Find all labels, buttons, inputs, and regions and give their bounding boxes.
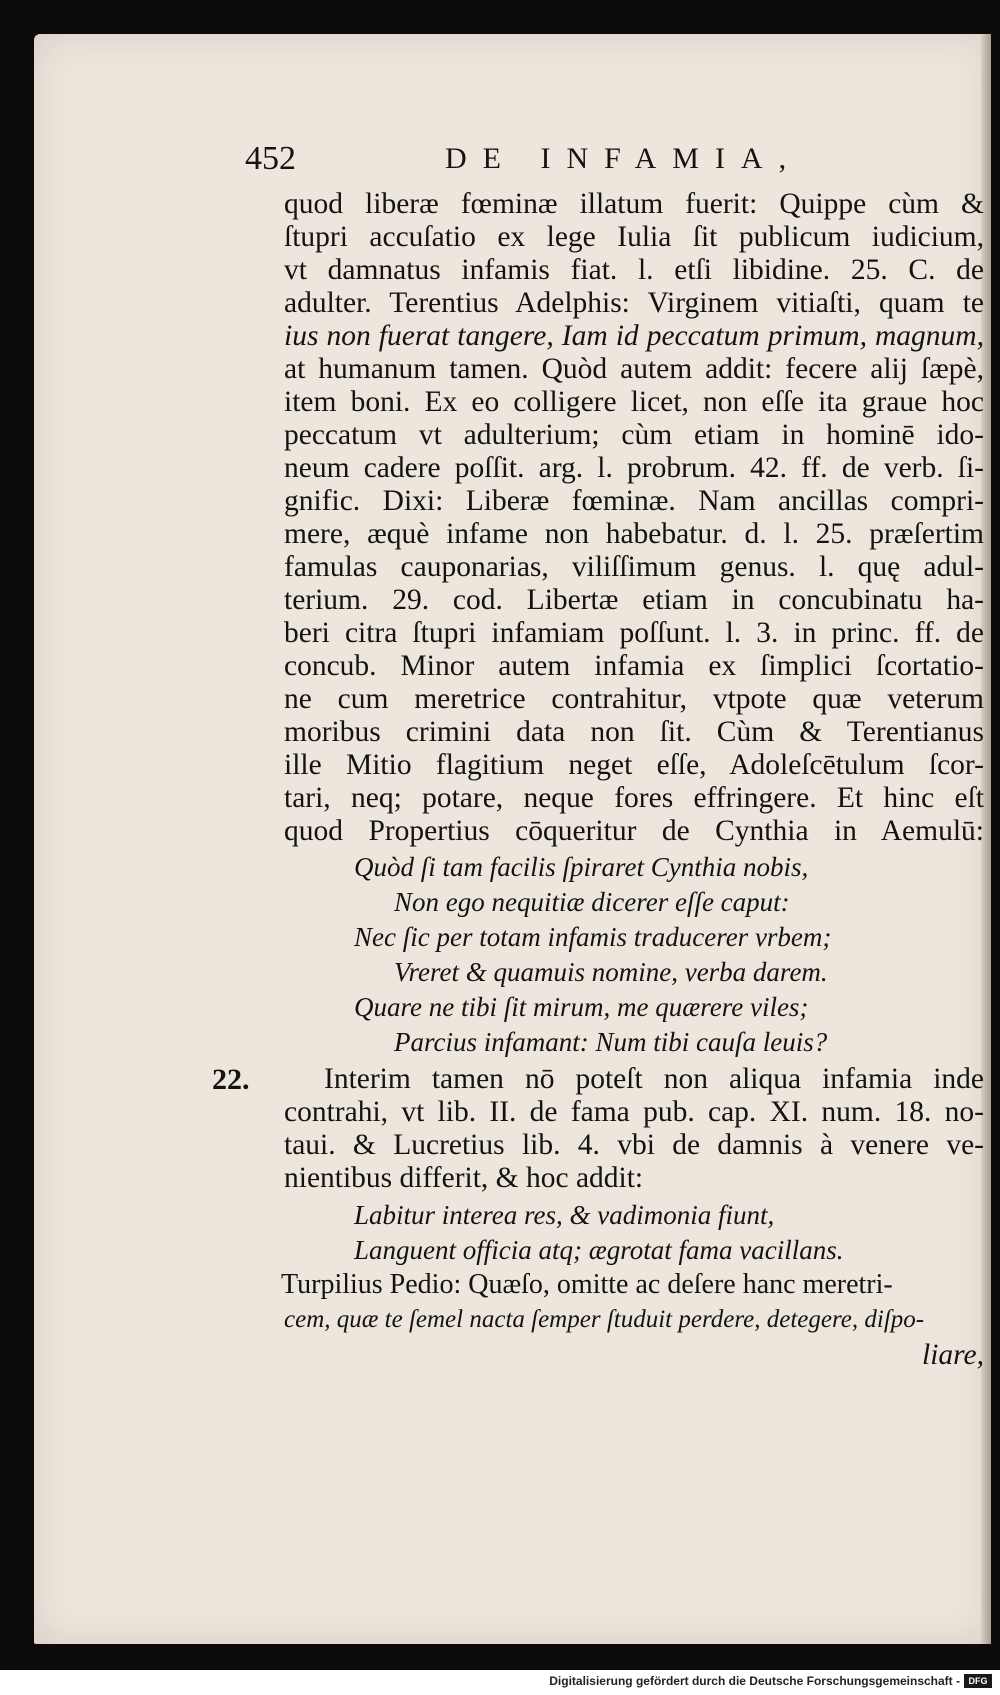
text-line: cem, quæ te ſemel nacta ſemper ſtuduit perdere, detegere, diſpo- [284,1306,925,1333]
text-line: mere, æquè infame non habebatur. d. l. 25. præſertim [284,518,984,550]
text-line: quod liberæ fœminæ illatum fuerit: Quippe cùm & [284,188,984,220]
page-number: 452 [245,140,296,177]
catchword: liare, [922,1339,984,1371]
verse-line: Vreret & quamuis nomine, verba darem. [394,957,828,987]
verse-line: Languent officia atq; ægrotat fama vacillans. [354,1235,844,1265]
text-line: vt damnatus infamis fiat. l. etſi libidine. 25. C. de [284,254,984,286]
page-header [245,140,845,180]
text-line: concub. Minor autem infamia ex ſimplici ſcortatio- [284,650,984,682]
verse-line: Parcius infamant: Num tibi cauſa leuis? [394,1027,828,1057]
text-line: ne cum meretrice contrahitur, vtpote quæ veterum [284,683,984,715]
text-line: Interim tamen nō poteſt non aliqua infamia inde [324,1063,984,1095]
dfg-logo: DFG [964,1674,992,1688]
text-line: ſtupri accuſatio ex lege Iulia ſit publicum iudicium, [284,221,984,253]
text-line: gnific. Dixi: Liberæ fœminæ. Nam ancillas compri- [284,485,984,517]
running-title: DE INFAMIA, [445,142,803,175]
verse-line: Nec ſic per totam infamis traducerer vrbem; [354,922,832,952]
text-line: Turpilius Pedio: Quæſo, omitte ac deſere hanc meretri- [281,1269,893,1300]
text-line: quod Propertius cōqueritur de Cynthia in Aemulū: [284,815,984,847]
text-line: tari, neq; potare, neque fores effringere. Et hinc eſt [284,782,984,814]
text-line: neum cadere poſſit. arg. l. probrum. 42. ff. de verb. ſi- [284,452,984,484]
verse-line: Quòd ſi tam facilis ſpiraret Cynthia nobis, [354,852,809,882]
text-line: at humanum tamen. Quòd autem addit: fecere alij ſæpè, [284,353,984,385]
text-line: adulter. Terentius Adelphis: Virginem vitiaſti, quam te [284,287,984,319]
text-line: ius non fuerat tangere, Iam id peccatum primum, magnum, [284,320,984,352]
text-line: contrahi, vt lib. II. de fama pub. cap. XI. num. 18. no- [284,1096,984,1128]
verse-line: Quare ne tibi ſit mirum, me quærere viles; [354,992,809,1022]
verse-line: Non ego nequitiæ dicerer eſſe caput: [394,887,790,917]
verse-line: Labitur interea res, & vadimonia fiunt, [354,1200,775,1230]
footer-credit: Digitalisierung gefördert durch die Deutsche Forschungsgemeinschaft - [549,1674,960,1688]
text-line: moribus crimini data non ſit. Cùm & Terentianus [284,716,984,748]
text-line: item boni. Ex eo colligere licet, non eſſe ita graue hoc [284,386,984,418]
text-line: famulas cauponarias, viliſſimum genus. l. quę adul- [284,551,984,583]
margin-section-number: 22. [212,1063,250,1096]
text-line: peccatum vt adulterium; cùm etiam in hominē ido- [284,419,984,451]
text-line: terium. 29. cod. Libertæ etiam in concubinatu ha- [284,584,984,616]
text-line: nientibus differit, & hoc addit: [284,1162,644,1194]
digitization-footer [0,1670,1000,1695]
text-line: ille Mitio flagitium neget eſſe, Adoleſcētulum ſcor- [284,749,984,781]
text-line: beri citra ſtupri infamiam poſſunt. l. 3. in princ. ff. de [284,617,984,649]
text-line: taui. & Lucretius lib. 4. vbi de damnis à venere ve- [284,1129,984,1161]
